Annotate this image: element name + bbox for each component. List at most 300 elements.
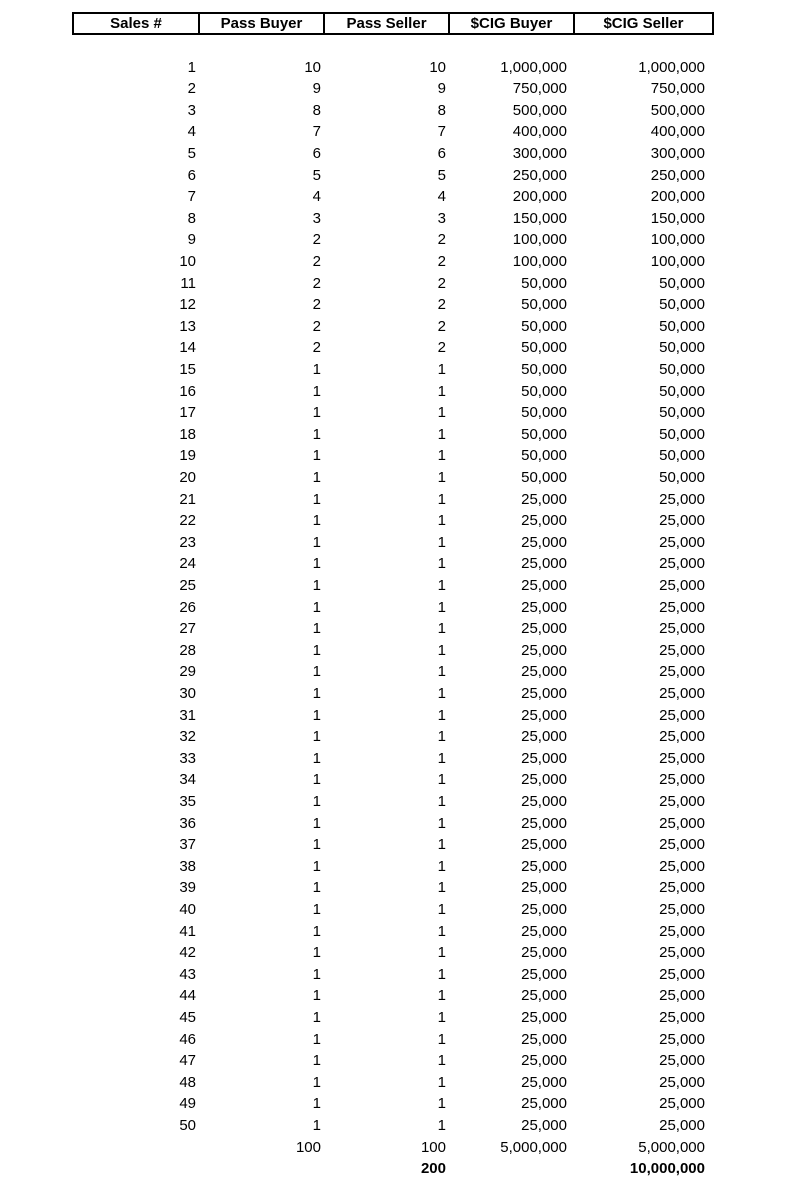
cell-cig-buyer[interactable]: 1,000,000 bbox=[500, 58, 567, 76]
cell-cig-buyer[interactable]: 50,000 bbox=[521, 425, 567, 443]
cell-cig-seller[interactable]: 25,000 bbox=[659, 685, 705, 702]
cell-sales-number[interactable]: 47 bbox=[179, 1052, 196, 1070]
cell-pass-buyer[interactable]: 1 bbox=[312, 598, 321, 616]
total-cig-seller[interactable]: 5,000,000 bbox=[638, 1138, 705, 1156]
table-row bbox=[0, 813, 788, 835]
cell-sales-number[interactable]: 46 bbox=[179, 1030, 196, 1048]
cell-pass-seller[interactable]: 1 bbox=[437, 620, 446, 638]
cell-cig-buyer[interactable]: 25,000 bbox=[521, 922, 567, 940]
cell-cig-seller[interactable]: 25,000 bbox=[659, 814, 705, 832]
cell-sales-number[interactable]: 9 bbox=[187, 231, 196, 249]
cell-cig-buyer[interactable]: 25,000 bbox=[521, 965, 567, 983]
cell-cig-seller[interactable]: 25,000 bbox=[659, 512, 705, 530]
table-row bbox=[0, 705, 788, 727]
cell-cig-seller[interactable]: 25,000 bbox=[659, 1052, 705, 1070]
cell-cig-buyer[interactable]: 25,000 bbox=[521, 512, 567, 530]
cell-pass-seller[interactable]: 2 bbox=[437, 339, 446, 357]
cell-pass-seller[interactable]: 1 bbox=[437, 1117, 446, 1134]
cell-cig-seller[interactable]: 25,000 bbox=[659, 1095, 705, 1113]
cell-cig-seller[interactable]: 25,000 bbox=[659, 1117, 705, 1134]
cell-pass-buyer[interactable]: 3 bbox=[312, 209, 321, 227]
cell-pass-seller[interactable]: 1 bbox=[437, 577, 446, 594]
cell-cig-buyer[interactable]: 25,000 bbox=[521, 1073, 567, 1091]
cell-sales-number[interactable]: 32 bbox=[179, 728, 196, 746]
cell-cig-seller[interactable]: 25,000 bbox=[659, 1009, 705, 1026]
cell-pass-buyer[interactable]: 1 bbox=[312, 944, 321, 962]
cell-cig-seller[interactable]: 25,000 bbox=[659, 706, 705, 724]
cell-cig-buyer[interactable]: 25,000 bbox=[521, 620, 567, 638]
cell-cig-buyer[interactable]: 300,000 bbox=[512, 145, 567, 162]
cell-pass-buyer[interactable]: 1 bbox=[312, 404, 321, 422]
cell-cig-buyer[interactable]: 500,000 bbox=[512, 101, 567, 119]
cell-pass-buyer[interactable]: 1 bbox=[312, 879, 321, 897]
cell-cig-seller[interactable]: 50,000 bbox=[659, 469, 705, 486]
cell-pass-seller[interactable]: 2 bbox=[437, 274, 446, 292]
cell-cig-seller[interactable]: 50,000 bbox=[659, 339, 705, 357]
cell-sales-number[interactable]: 50 bbox=[179, 1117, 196, 1134]
cell-cig-seller[interactable]: 300,000 bbox=[650, 145, 705, 162]
cell-cig-buyer[interactable]: 100,000 bbox=[512, 231, 567, 249]
cell-pass-seller[interactable]: 1 bbox=[437, 1073, 446, 1091]
cell-pass-seller[interactable]: 4 bbox=[437, 188, 446, 206]
cell-pass-buyer[interactable]: 1 bbox=[312, 706, 321, 724]
cell-pass-seller[interactable]: 1 bbox=[437, 793, 446, 810]
table-row bbox=[0, 359, 788, 381]
cell-cig-seller[interactable]: 25,000 bbox=[659, 901, 705, 918]
cell-pass-seller[interactable]: 1 bbox=[437, 404, 446, 422]
cell-sales-number[interactable]: 41 bbox=[179, 922, 196, 940]
cell-sales-number[interactable]: 11 bbox=[180, 274, 196, 292]
cell-cig-seller[interactable]: 25,000 bbox=[659, 987, 705, 1005]
cell-cig-seller[interactable]: 25,000 bbox=[659, 1030, 705, 1048]
cell-pass-seller[interactable]: 1 bbox=[437, 944, 446, 962]
cell-sales-number[interactable]: 29 bbox=[179, 663, 196, 681]
cell-sales-number[interactable]: 22 bbox=[179, 512, 196, 530]
cell-pass-seller[interactable]: 1 bbox=[437, 555, 446, 573]
cell-sales-number[interactable]: 49 bbox=[179, 1095, 196, 1113]
header-sales-number[interactable]: Sales # bbox=[72, 12, 200, 35]
table-row bbox=[0, 467, 788, 489]
cell-pass-buyer[interactable]: 1 bbox=[312, 749, 321, 767]
table-row bbox=[0, 834, 788, 856]
cell-cig-buyer[interactable]: 25,000 bbox=[521, 987, 567, 1005]
grand-total-cig[interactable]: 10,000,000 bbox=[629, 1160, 705, 1178]
cell-pass-buyer[interactable]: 9 bbox=[312, 80, 321, 98]
cell-cig-buyer[interactable]: 25,000 bbox=[521, 1030, 567, 1048]
cell-cig-buyer[interactable]: 50,000 bbox=[521, 274, 567, 292]
cell-cig-seller[interactable]: 25,000 bbox=[659, 641, 705, 659]
cell-cig-buyer[interactable]: 150,000 bbox=[512, 209, 567, 227]
table-row bbox=[0, 510, 788, 532]
table-row bbox=[0, 748, 788, 770]
cell-sales-number[interactable]: 39 bbox=[179, 879, 196, 897]
cell-pass-buyer[interactable]: 5 bbox=[312, 166, 321, 184]
cell-pass-seller[interactable]: 1 bbox=[437, 706, 446, 724]
cell-pass-buyer[interactable]: 1 bbox=[312, 641, 321, 659]
table-row bbox=[0, 57, 788, 79]
cell-sales-number[interactable]: 37 bbox=[179, 836, 196, 854]
table-row bbox=[0, 424, 788, 446]
table-row bbox=[0, 575, 788, 597]
grand-total-pass[interactable]: 200 bbox=[420, 1160, 446, 1178]
cell-cig-buyer[interactable]: 25,000 bbox=[521, 685, 567, 702]
cell-cig-seller[interactable]: 50,000 bbox=[659, 361, 705, 378]
cell-cig-seller[interactable]: 25,000 bbox=[659, 793, 705, 810]
table-row bbox=[0, 143, 788, 165]
cell-pass-buyer[interactable]: 1 bbox=[312, 469, 321, 486]
cell-pass-buyer[interactable]: 1 bbox=[312, 901, 321, 918]
cell-cig-seller[interactable]: 150,000 bbox=[650, 209, 705, 227]
cell-cig-seller[interactable]: 25,000 bbox=[659, 598, 705, 616]
cell-cig-seller[interactable]: 50,000 bbox=[659, 382, 705, 400]
cell-cig-seller[interactable]: 25,000 bbox=[659, 728, 705, 746]
cell-cig-buyer[interactable]: 50,000 bbox=[521, 404, 567, 422]
cell-pass-seller[interactable]: 1 bbox=[437, 901, 446, 918]
table-row bbox=[0, 877, 788, 899]
table-row bbox=[0, 100, 788, 122]
cell-pass-seller[interactable]: 1 bbox=[437, 1009, 446, 1026]
cell-pass-seller[interactable]: 1 bbox=[437, 857, 446, 875]
cell-pass-buyer[interactable]: 4 bbox=[312, 188, 321, 206]
cell-cig-buyer[interactable]: 25,000 bbox=[521, 490, 567, 508]
cell-sales-number[interactable]: 24 bbox=[179, 555, 196, 573]
cell-pass-seller[interactable]: 2 bbox=[437, 296, 446, 314]
cell-pass-buyer[interactable]: 2 bbox=[312, 296, 321, 314]
cell-cig-seller[interactable]: 100,000 bbox=[650, 231, 705, 249]
cell-cig-buyer[interactable]: 25,000 bbox=[521, 641, 567, 659]
cell-pass-seller[interactable]: 2 bbox=[437, 317, 446, 335]
cell-cig-buyer[interactable]: 25,000 bbox=[521, 836, 567, 854]
cell-sales-number[interactable]: 15 bbox=[179, 361, 196, 378]
cell-cig-seller[interactable]: 25,000 bbox=[659, 577, 705, 594]
cell-pass-seller[interactable]: 1 bbox=[437, 533, 446, 551]
cell-sales-number[interactable]: 34 bbox=[179, 771, 196, 789]
cell-cig-seller[interactable]: 50,000 bbox=[659, 274, 705, 292]
cell-cig-seller[interactable]: 1,000,000 bbox=[638, 58, 705, 76]
cell-pass-buyer[interactable]: 2 bbox=[312, 339, 321, 357]
cell-cig-buyer[interactable]: 25,000 bbox=[521, 706, 567, 724]
cell-cig-buyer[interactable]: 25,000 bbox=[521, 598, 567, 616]
cell-pass-seller[interactable]: 1 bbox=[437, 814, 446, 832]
cell-sales-number[interactable]: 40 bbox=[179, 901, 196, 918]
cell-sales-number[interactable]: 3 bbox=[187, 101, 196, 119]
cell-pass-buyer[interactable]: 1 bbox=[312, 1095, 321, 1113]
cell-pass-buyer[interactable]: 1 bbox=[312, 533, 321, 551]
cell-pass-buyer[interactable]: 1 bbox=[312, 620, 321, 638]
table-row bbox=[0, 445, 788, 467]
cell-cig-seller[interactable]: 500,000 bbox=[650, 101, 705, 119]
cell-pass-buyer[interactable]: 1 bbox=[312, 425, 321, 443]
cell-pass-buyer[interactable]: 1 bbox=[312, 793, 321, 810]
cell-sales-number[interactable]: 14 bbox=[179, 339, 196, 357]
cell-pass-seller[interactable]: 1 bbox=[437, 771, 446, 789]
cell-cig-seller[interactable]: 250,000 bbox=[650, 166, 705, 184]
cell-cig-seller[interactable]: 25,000 bbox=[659, 555, 705, 573]
cell-cig-buyer[interactable]: 250,000 bbox=[512, 166, 567, 184]
grand-totals-row bbox=[0, 1158, 788, 1180]
cell-sales-number[interactable]: 4 bbox=[187, 123, 196, 141]
cell-cig-buyer[interactable]: 50,000 bbox=[521, 339, 567, 357]
cell-pass-buyer[interactable]: 1 bbox=[312, 685, 321, 702]
cell-pass-buyer[interactable]: 7 bbox=[312, 123, 321, 141]
table-row bbox=[0, 316, 788, 338]
cell-sales-number[interactable]: 42 bbox=[179, 944, 196, 962]
cell-pass-buyer[interactable]: 2 bbox=[312, 274, 321, 292]
cell-pass-seller[interactable]: 1 bbox=[437, 922, 446, 940]
cell-pass-buyer[interactable]: 1 bbox=[312, 836, 321, 854]
cell-pass-buyer[interactable]: 1 bbox=[312, 1117, 321, 1134]
cell-pass-buyer[interactable]: 1 bbox=[312, 361, 321, 378]
cell-pass-buyer[interactable]: 1 bbox=[312, 814, 321, 832]
cell-cig-buyer[interactable]: 25,000 bbox=[521, 749, 567, 767]
cell-pass-seller[interactable]: 1 bbox=[437, 965, 446, 983]
cell-cig-seller[interactable]: 25,000 bbox=[659, 836, 705, 854]
cell-pass-seller[interactable]: 1 bbox=[437, 512, 446, 530]
cell-pass-seller[interactable]: 8 bbox=[437, 101, 446, 119]
cell-sales-number[interactable]: 21 bbox=[179, 490, 196, 508]
cell-pass-buyer[interactable]: 1 bbox=[312, 577, 321, 594]
cell-cig-seller[interactable]: 50,000 bbox=[659, 404, 705, 422]
header-cig-seller[interactable]: $CIG Seller bbox=[575, 12, 714, 35]
table-row bbox=[0, 186, 788, 208]
cell-sales-number[interactable]: 35 bbox=[179, 793, 196, 810]
table-row bbox=[0, 294, 788, 316]
cell-sales-number[interactable]: 44 bbox=[179, 987, 196, 1005]
cell-sales-number[interactable]: 33 bbox=[179, 749, 196, 767]
cell-sales-number[interactable]: 27 bbox=[179, 620, 196, 638]
cell-sales-number[interactable]: 16 bbox=[179, 382, 196, 400]
table-row bbox=[0, 165, 788, 187]
cell-sales-number[interactable]: 5 bbox=[187, 145, 196, 162]
cell-cig-buyer[interactable]: 50,000 bbox=[521, 469, 567, 486]
table-row bbox=[0, 251, 788, 273]
cell-cig-buyer[interactable]: 25,000 bbox=[521, 1009, 567, 1026]
cell-pass-buyer[interactable]: 1 bbox=[312, 512, 321, 530]
cell-pass-seller[interactable]: 9 bbox=[437, 80, 446, 98]
cell-pass-seller[interactable]: 1 bbox=[437, 836, 446, 854]
cell-pass-seller[interactable]: 1 bbox=[437, 685, 446, 702]
cell-cig-buyer[interactable]: 50,000 bbox=[521, 447, 567, 465]
table-row bbox=[0, 618, 788, 640]
cell-pass-seller[interactable]: 1 bbox=[437, 447, 446, 465]
cell-cig-seller[interactable]: 50,000 bbox=[659, 317, 705, 335]
cell-cig-buyer[interactable]: 200,000 bbox=[512, 188, 567, 206]
cell-cig-seller[interactable]: 25,000 bbox=[659, 620, 705, 638]
cell-cig-seller[interactable]: 25,000 bbox=[659, 965, 705, 983]
cell-cig-buyer[interactable]: 25,000 bbox=[521, 879, 567, 897]
cell-pass-buyer[interactable]: 8 bbox=[312, 101, 321, 119]
cell-sales-number[interactable]: 30 bbox=[179, 685, 196, 702]
cell-pass-seller[interactable]: 1 bbox=[437, 469, 446, 486]
cell-pass-buyer[interactable]: 6 bbox=[312, 145, 321, 162]
cell-cig-buyer[interactable]: 25,000 bbox=[521, 793, 567, 810]
cell-sales-number[interactable]: 25 bbox=[179, 577, 196, 594]
cell-pass-seller[interactable]: 1 bbox=[437, 1052, 446, 1070]
cell-sales-number[interactable]: 18 bbox=[179, 425, 196, 443]
cell-sales-number[interactable]: 17 bbox=[179, 404, 196, 422]
cell-cig-buyer[interactable]: 400,000 bbox=[512, 123, 567, 141]
cell-sales-number[interactable]: 19 bbox=[179, 447, 196, 465]
cell-cig-buyer[interactable]: 50,000 bbox=[521, 296, 567, 314]
cell-cig-buyer[interactable]: 25,000 bbox=[521, 555, 567, 573]
table-row bbox=[0, 208, 788, 230]
cell-cig-buyer[interactable]: 25,000 bbox=[521, 857, 567, 875]
cell-cig-seller[interactable]: 50,000 bbox=[659, 296, 705, 314]
cell-cig-seller[interactable]: 25,000 bbox=[659, 749, 705, 767]
cell-cig-buyer[interactable]: 50,000 bbox=[521, 361, 567, 378]
cell-pass-seller[interactable]: 3 bbox=[437, 209, 446, 227]
total-pass-seller[interactable]: 100 bbox=[420, 1138, 446, 1156]
cell-cig-seller[interactable]: 25,000 bbox=[659, 663, 705, 681]
cell-pass-seller[interactable]: 1 bbox=[437, 598, 446, 616]
table-row bbox=[0, 597, 788, 619]
table-row bbox=[0, 985, 788, 1007]
header-pass-buyer[interactable]: Pass Buyer bbox=[200, 12, 325, 35]
cell-pass-seller[interactable]: 1 bbox=[437, 728, 446, 746]
cell-cig-buyer[interactable]: 750,000 bbox=[512, 80, 567, 98]
cell-sales-number[interactable]: 13 bbox=[179, 317, 196, 335]
cell-pass-seller[interactable]: 2 bbox=[437, 253, 446, 270]
cell-cig-buyer[interactable]: 25,000 bbox=[521, 1095, 567, 1113]
cell-pass-seller[interactable]: 1 bbox=[437, 749, 446, 767]
cell-sales-number[interactable]: 45 bbox=[179, 1009, 196, 1026]
table-row bbox=[0, 229, 788, 251]
cell-cig-buyer[interactable]: 100,000 bbox=[512, 253, 567, 270]
table-row bbox=[0, 921, 788, 943]
cell-pass-seller[interactable]: 1 bbox=[437, 1030, 446, 1048]
table-row bbox=[0, 683, 788, 705]
cell-pass-buyer[interactable]: 1 bbox=[312, 771, 321, 789]
cell-pass-buyer[interactable]: 1 bbox=[312, 1030, 321, 1048]
cell-sales-number[interactable]: 8 bbox=[187, 209, 196, 227]
table-row bbox=[0, 964, 788, 986]
cell-cig-buyer[interactable]: 25,000 bbox=[521, 577, 567, 594]
cell-pass-seller[interactable]: 7 bbox=[437, 123, 446, 141]
cell-pass-buyer[interactable]: 2 bbox=[312, 253, 321, 270]
header-cig-buyer[interactable]: $CIG Buyer bbox=[450, 12, 575, 35]
cell-cig-buyer[interactable]: 25,000 bbox=[521, 728, 567, 746]
cell-pass-buyer[interactable]: 1 bbox=[312, 1052, 321, 1070]
cell-cig-seller[interactable]: 200,000 bbox=[650, 188, 705, 206]
cell-cig-seller[interactable]: 750,000 bbox=[650, 80, 705, 98]
cell-pass-buyer[interactable]: 1 bbox=[312, 965, 321, 983]
total-cig-buyer[interactable]: 5,000,000 bbox=[500, 1138, 567, 1156]
table-row bbox=[0, 791, 788, 813]
cell-cig-buyer[interactable]: 25,000 bbox=[521, 663, 567, 681]
cell-pass-seller[interactable]: 1 bbox=[437, 425, 446, 443]
cell-pass-buyer[interactable]: 2 bbox=[312, 231, 321, 249]
cell-pass-seller[interactable]: 1 bbox=[437, 641, 446, 659]
cell-cig-buyer[interactable]: 25,000 bbox=[521, 1117, 567, 1134]
table-row bbox=[0, 402, 788, 424]
cell-cig-seller[interactable]: 25,000 bbox=[659, 857, 705, 875]
cell-sales-number[interactable]: 31 bbox=[179, 706, 196, 724]
cell-pass-buyer[interactable]: 1 bbox=[312, 922, 321, 940]
cell-pass-buyer[interactable]: 1 bbox=[312, 382, 321, 400]
table-row bbox=[0, 1050, 788, 1072]
cell-pass-buyer[interactable]: 1 bbox=[312, 1009, 321, 1026]
cell-pass-seller[interactable]: 6 bbox=[437, 145, 446, 162]
table-row bbox=[0, 640, 788, 662]
cell-pass-seller[interactable]: 1 bbox=[437, 361, 446, 378]
cell-pass-buyer[interactable]: 2 bbox=[312, 317, 321, 335]
cell-sales-number[interactable]: 26 bbox=[179, 598, 196, 616]
cell-pass-seller[interactable]: 1 bbox=[437, 382, 446, 400]
cell-pass-buyer[interactable]: 1 bbox=[312, 1073, 321, 1091]
cell-sales-number[interactable]: 2 bbox=[187, 80, 196, 98]
cell-pass-seller[interactable]: 1 bbox=[437, 663, 446, 681]
cell-cig-buyer[interactable]: 25,000 bbox=[521, 771, 567, 789]
cell-sales-number[interactable]: 20 bbox=[179, 469, 196, 486]
cell-pass-buyer[interactable]: 1 bbox=[312, 663, 321, 681]
cell-sales-number[interactable]: 6 bbox=[187, 166, 196, 184]
cell-cig-buyer[interactable]: 50,000 bbox=[521, 382, 567, 400]
table-row bbox=[0, 381, 788, 403]
header-pass-seller[interactable]: Pass Seller bbox=[325, 12, 450, 35]
cell-cig-seller[interactable]: 25,000 bbox=[659, 944, 705, 962]
cell-cig-seller[interactable]: 25,000 bbox=[659, 533, 705, 551]
cell-cig-seller[interactable]: 100,000 bbox=[650, 253, 705, 270]
cell-cig-seller[interactable]: 50,000 bbox=[659, 425, 705, 443]
cell-pass-seller[interactable]: 5 bbox=[437, 166, 446, 184]
cell-sales-number[interactable]: 28 bbox=[179, 641, 196, 659]
cell-pass-buyer[interactable]: 1 bbox=[312, 857, 321, 875]
cell-sales-number[interactable]: 48 bbox=[179, 1073, 196, 1091]
cell-cig-seller[interactable]: 400,000 bbox=[650, 123, 705, 141]
cell-sales-number[interactable]: 23 bbox=[179, 533, 196, 551]
cell-cig-seller[interactable]: 25,000 bbox=[659, 1073, 705, 1091]
cell-pass-seller[interactable]: 10 bbox=[429, 58, 446, 76]
cell-pass-seller[interactable]: 2 bbox=[437, 231, 446, 249]
cell-pass-seller[interactable]: 1 bbox=[437, 1095, 446, 1113]
cell-cig-seller[interactable]: 25,000 bbox=[659, 490, 705, 508]
cell-pass-buyer[interactable]: 1 bbox=[312, 987, 321, 1005]
table-row bbox=[0, 532, 788, 554]
total-pass-buyer[interactable]: 100 bbox=[295, 1138, 321, 1156]
cell-cig-seller[interactable]: 50,000 bbox=[659, 447, 705, 465]
cell-pass-buyer[interactable]: 1 bbox=[312, 728, 321, 746]
table-row bbox=[0, 1115, 788, 1137]
cell-sales-number[interactable]: 1 bbox=[187, 58, 196, 76]
cell-cig-buyer[interactable]: 25,000 bbox=[521, 814, 567, 832]
cell-cig-seller[interactable]: 25,000 bbox=[659, 922, 705, 940]
cell-cig-buyer[interactable]: 50,000 bbox=[521, 317, 567, 335]
cell-pass-buyer[interactable]: 1 bbox=[312, 490, 321, 508]
cell-pass-buyer[interactable]: 10 bbox=[304, 58, 321, 76]
table-row bbox=[0, 489, 788, 511]
table-row bbox=[0, 273, 788, 295]
cell-pass-seller[interactable]: 1 bbox=[437, 490, 446, 508]
cell-sales-number[interactable]: 38 bbox=[179, 857, 196, 875]
cell-pass-buyer[interactable]: 1 bbox=[312, 555, 321, 573]
table-row bbox=[0, 769, 788, 791]
cell-cig-seller[interactable]: 25,000 bbox=[659, 879, 705, 897]
cell-pass-buyer[interactable]: 1 bbox=[312, 447, 321, 465]
cell-pass-seller[interactable]: 1 bbox=[437, 879, 446, 897]
cell-cig-buyer[interactable]: 25,000 bbox=[521, 1052, 567, 1070]
cell-sales-number[interactable]: 36 bbox=[179, 814, 196, 832]
cell-pass-seller[interactable]: 1 bbox=[437, 987, 446, 1005]
cell-sales-number[interactable]: 43 bbox=[179, 965, 196, 983]
table-row bbox=[0, 1029, 788, 1051]
cell-cig-buyer[interactable]: 25,000 bbox=[521, 901, 567, 918]
cell-cig-seller[interactable]: 25,000 bbox=[659, 771, 705, 789]
cell-sales-number[interactable]: 7 bbox=[187, 188, 196, 206]
cell-sales-number[interactable]: 10 bbox=[179, 253, 196, 270]
cell-cig-buyer[interactable]: 25,000 bbox=[521, 533, 567, 551]
cell-sales-number[interactable]: 12 bbox=[179, 296, 196, 314]
cell-cig-buyer[interactable]: 25,000 bbox=[521, 944, 567, 962]
